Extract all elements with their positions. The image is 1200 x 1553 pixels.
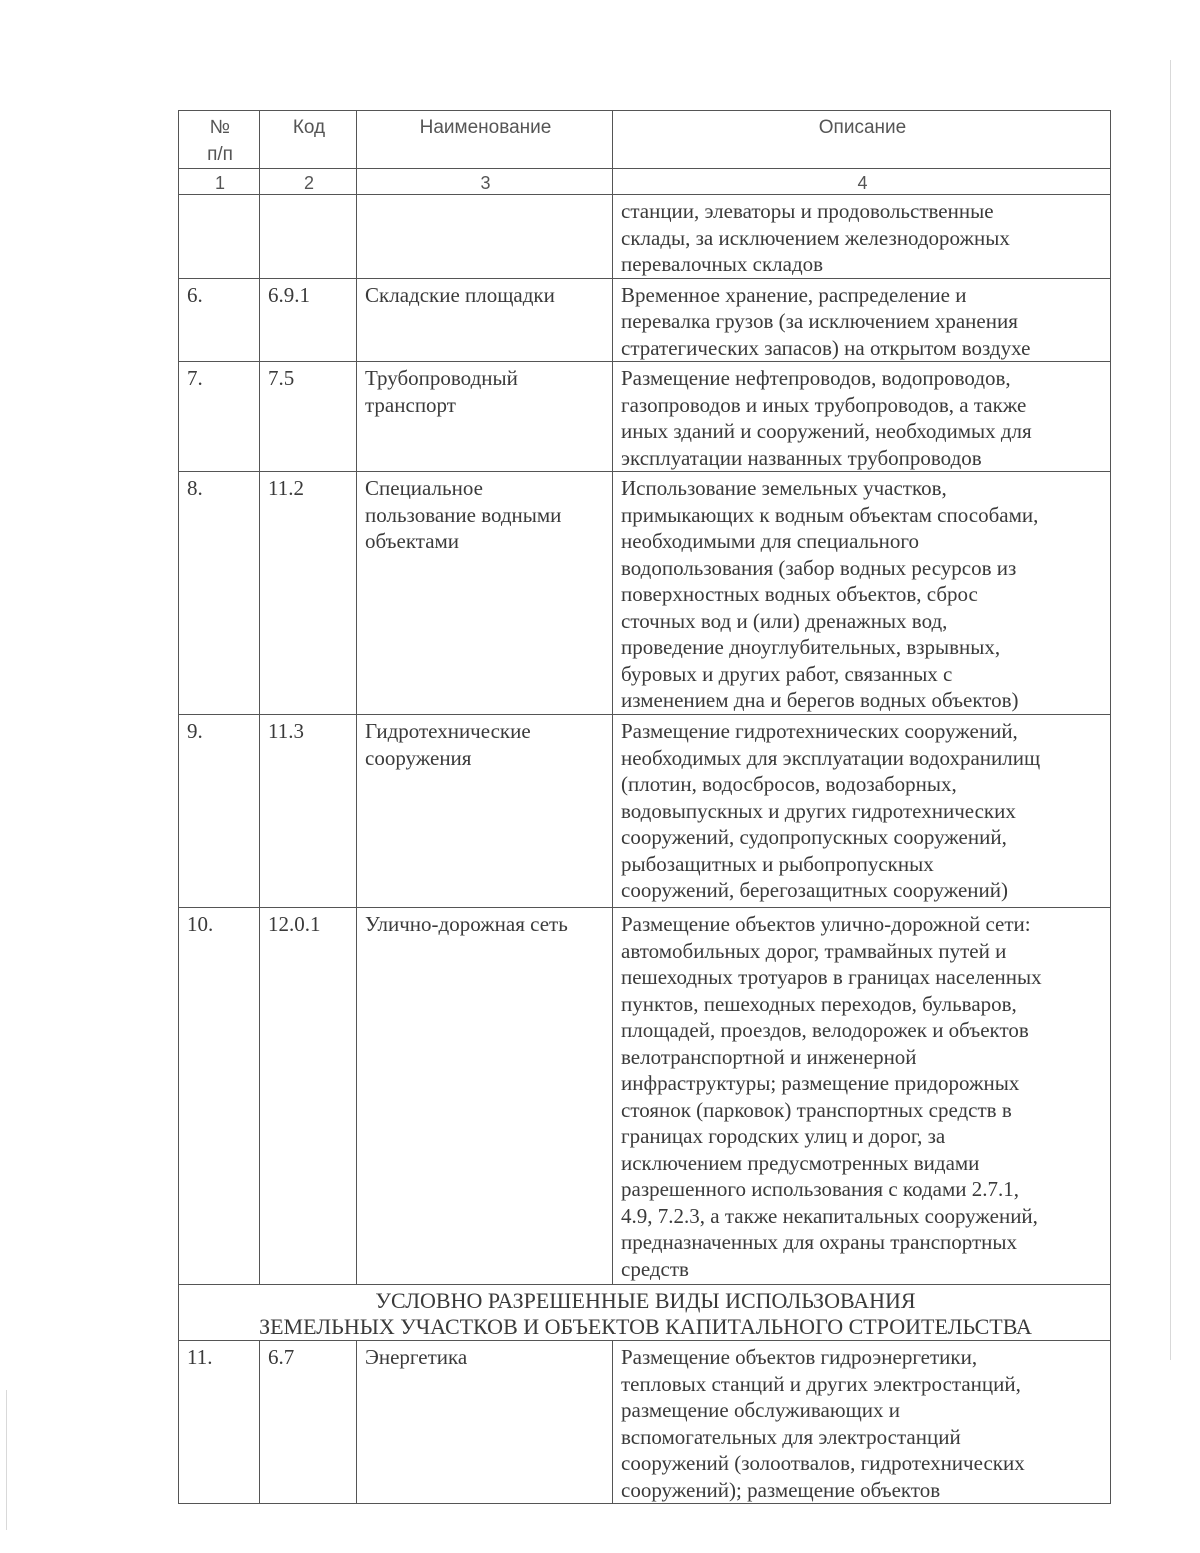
row-code: 11.3 <box>260 715 357 908</box>
row-description: Размещение объектов гидроэнергетики, тепловых станций и других электростанций, размещение обслуживающих и вспомогательных для электростанций сооружений (золоотвалов, гидротехнических сооружений); размещение объектов <box>613 1341 1111 1504</box>
column-number: 3 <box>357 169 613 195</box>
column-number: 2 <box>260 169 357 195</box>
row-code: 6.7 <box>260 1341 357 1504</box>
table-row <box>179 1341 1111 1504</box>
row-number: 11. <box>179 1341 260 1504</box>
header-code: Код <box>260 111 357 169</box>
row-code: 6.9.1 <box>260 278 357 362</box>
row-description: Размещение нефтепроводов, водопроводов, газопроводов и иных трубопроводов, а также иных зданий и сооружений, необходимых для эксплуатации названных трубопроводов <box>613 362 1111 472</box>
row-number: 6. <box>179 278 260 362</box>
table-row <box>179 278 1111 362</box>
row-name: Улично-дорожная сеть <box>357 908 613 1285</box>
table-header-row <box>179 111 1111 169</box>
column-number: 1 <box>179 169 260 195</box>
header-number: № п/п <box>179 111 260 169</box>
row-description: Размещение гидротехнических сооружений, необходимых для эксплуатации водохранилищ (плотин, водосбросов, водозаборных, водовыпускных и других гидротехнических сооружений, судопропускных сооружений, рыбозащитных и рыбопропускных сооружений, берегозащитных сооружений) <box>613 715 1111 908</box>
scan-edge-mark <box>6 1390 7 1530</box>
header-name: Наименование <box>357 111 613 169</box>
column-number: 4 <box>613 169 1111 195</box>
row-description: Временное хранение, распределение и перевалка грузов (за исключением хранения стратегических запасов) на открытом воздухе <box>613 278 1111 362</box>
row-code: 11.2 <box>260 472 357 715</box>
section-header-row <box>179 1285 1111 1341</box>
header-description: Описание <box>613 111 1111 169</box>
row-number: 9. <box>179 715 260 908</box>
row-description: станции, элеваторы и продовольственные склады, за исключением железнодорожных перевалочных складов <box>613 195 1111 279</box>
row-number <box>179 195 260 279</box>
row-number: 8. <box>179 472 260 715</box>
row-name: Складские площадки <box>357 278 613 362</box>
row-number: 7. <box>179 362 260 472</box>
row-code: 12.0.1 <box>260 908 357 1285</box>
section-title: УСЛОВНО РАЗРЕШЕННЫЕ ВИДЫ ИСПОЛЬЗОВАНИЯ ЗЕМЕЛЬНЫХ УЧАСТКОВ И ОБЪЕКТОВ КАПИТАЛЬНОГО СТРОИТЕЛЬСТВА <box>179 1285 1111 1341</box>
row-code: 7.5 <box>260 362 357 472</box>
row-name: Специальное пользование водными объектами <box>357 472 613 715</box>
table-row <box>179 908 1111 1285</box>
land-use-table <box>178 110 1111 1504</box>
row-code <box>260 195 357 279</box>
scan-edge-mark <box>1170 60 1171 1360</box>
row-name: Гидротехнические сооружения <box>357 715 613 908</box>
row-name: Энергетика <box>357 1341 613 1504</box>
table-row <box>179 195 1111 279</box>
row-description: Использование земельных участков, примыкающих к водным объектам способами, необходимыми для специального водопользования (забор водных ресурсов из поверхностных водных объектов, сброс сточных вод и (или) дренажных вод, проведение дноуглубительных, взрывных, буровых и других работ, связанных с изменением дна и берегов водных объектов) <box>613 472 1111 715</box>
row-name: Трубопроводный транспорт <box>357 362 613 472</box>
row-name <box>357 195 613 279</box>
column-number-row <box>179 169 1111 195</box>
table-row <box>179 362 1111 472</box>
row-description: Размещение объектов улично-дорожной сети: автомобильных дорог, трамвайных путей и пешеходных тротуаров в границах населенных пунктов, пешеходных переходов, бульваров, площадей, проездов, велодорожек и объектов велотранспортной и инженерной инфраструктуры; размещение придорожных стоянок (парковок) транспортных средств в границах городских улиц и дорог, за исключением предусмотренных видами разрешенного использования с кодами 2.7.1, 4.9, 7.2.3, а также некапитальных сооружений, предназначенных для охраны транспортных средств <box>613 908 1111 1285</box>
table-row <box>179 472 1111 715</box>
row-number: 10. <box>179 908 260 1285</box>
table-row <box>179 715 1111 908</box>
